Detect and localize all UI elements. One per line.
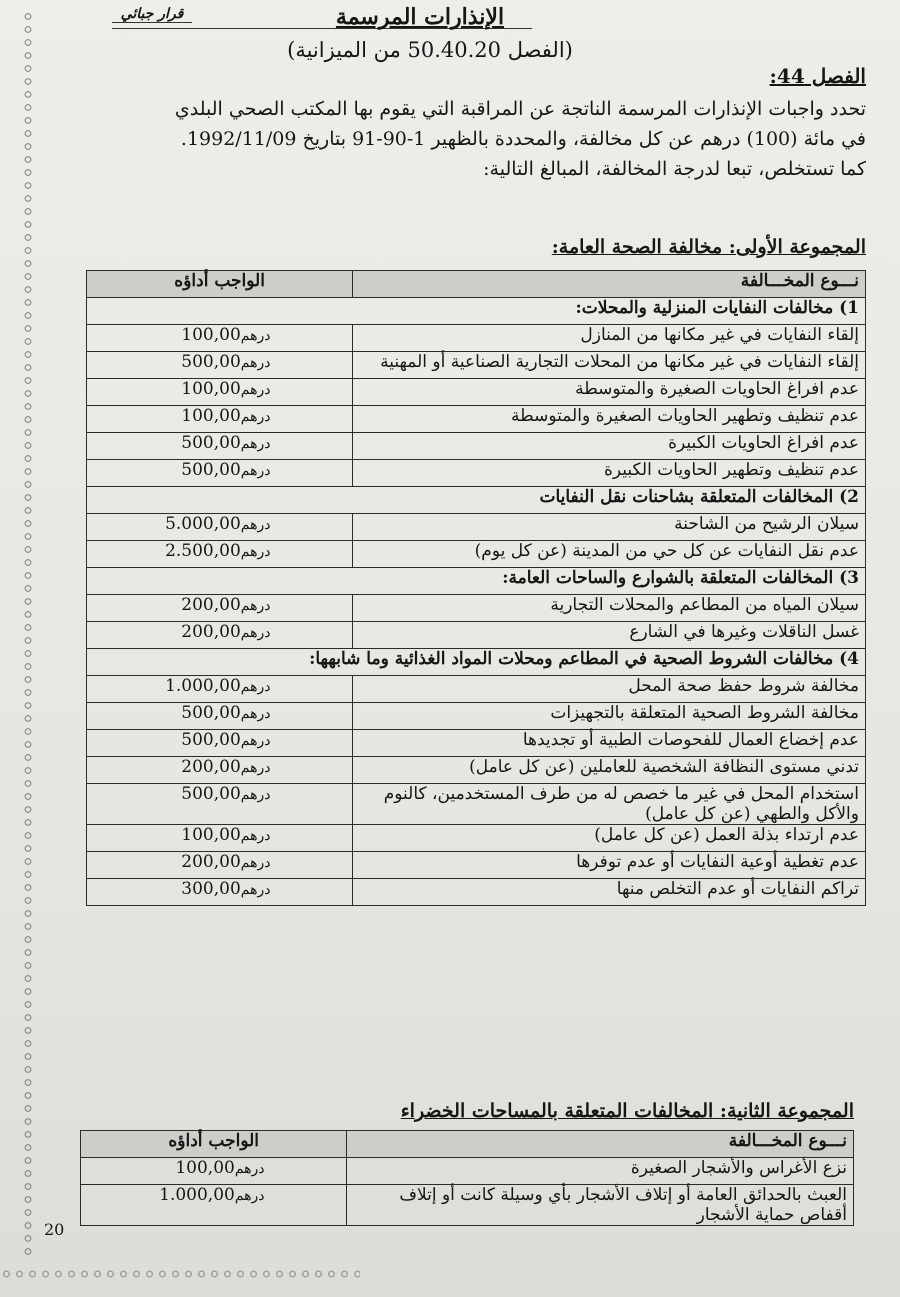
section-heading: 1) مخالفات النفايات المنزلية والمحلات: (87, 298, 866, 325)
fine-amount: 200,00 (181, 622, 241, 642)
fine-currency: درهم (240, 760, 271, 776)
chapter-intro (66, 94, 866, 184)
fine-amount: 500,00 (181, 730, 241, 750)
table-row (87, 514, 866, 541)
fine-currency: درهم (234, 1188, 265, 1204)
violation-type-cell: نزع الأغراس والأشجار الصغيرة (347, 1158, 854, 1185)
table-row (87, 730, 866, 757)
fine-amount: 100,00 (181, 379, 241, 399)
fine-currency: درهم (240, 436, 271, 452)
fine-cell (87, 730, 353, 757)
table-row (87, 622, 866, 649)
fine-currency: درهم (240, 355, 271, 371)
fine-amount: 1.000,00 (159, 1185, 235, 1205)
table-row (87, 703, 866, 730)
table-row (87, 595, 866, 622)
binding-holes (24, 10, 32, 1260)
violation-type-cell: عدم نقل النفايات عن كل حي من المدينة (عن كل يوم) (353, 541, 866, 568)
violation-type-cell: عدم تنظيف وتطهير الحاويات الصغيرة والمتوسطة (353, 406, 866, 433)
violation-type-cell: تدني مستوى النظافة الشخصية للعاملين (عن كل عامل) (353, 757, 866, 784)
table-row (87, 352, 866, 379)
fine-amount: 5.000,00 (165, 514, 241, 534)
fine-cell (87, 825, 353, 852)
table-row (81, 1185, 854, 1226)
fine-currency: درهم (240, 679, 271, 695)
header-tag: قرار جبائي (112, 6, 192, 23)
fine-cell (87, 784, 353, 825)
fine-currency: درهم (240, 598, 271, 614)
fine-currency: درهم (240, 625, 271, 641)
section-heading: 3) المخالفات المتعلقة بالشوارع والساحات العامة: (87, 568, 866, 595)
fine-cell (87, 676, 353, 703)
fine-currency: درهم (240, 544, 271, 560)
fine-cell (87, 406, 353, 433)
fine-amount: 500,00 (181, 352, 241, 372)
table-row (87, 825, 866, 852)
fine-amount: 1.000,00 (165, 676, 241, 696)
fine-cell (87, 757, 353, 784)
fine-amount: 2.500,00 (165, 541, 241, 561)
fine-currency: درهم (240, 787, 271, 803)
fine-amount: 500,00 (181, 433, 241, 453)
fine-amount: 500,00 (181, 703, 241, 723)
section-row (87, 298, 866, 325)
violation-type-cell: عدم افراغ الحاويات الكبيرة (353, 433, 866, 460)
fine-currency: درهم (240, 517, 271, 533)
fine-amount: 100,00 (175, 1158, 235, 1178)
fine-currency: درهم (240, 855, 271, 871)
violation-type-cell: العبث بالحدائق العامة أو إتلاف الأشجار بأي وسيلة كانت أو إتلاف أقفاص حماية الأشجار (347, 1185, 854, 1226)
fine-currency: درهم (240, 733, 271, 749)
fine-amount: 300,00 (181, 879, 241, 899)
fine-cell (87, 879, 353, 906)
fine-currency: درهم (240, 409, 271, 425)
intro-line-3: كما تستخلص، تبعا لدرجة المخالفة، المبالغ التالية: (483, 158, 866, 180)
fine-currency: درهم (240, 706, 271, 722)
column-header-type: نـــوع المخـــالفة (347, 1131, 854, 1158)
group2-title: المجموعة الثانية: المخالفات المتعلقة بالمساحات الخضراء (400, 1100, 854, 1122)
section-row (87, 649, 866, 676)
violation-type-cell: عدم ارتداء بذلة العمل (عن كل عامل) (353, 825, 866, 852)
fine-cell (81, 1158, 347, 1185)
fine-currency: درهم (234, 1161, 265, 1177)
intro-line-2: في مائة (100) درهم عن كل مخالفة، والمحددة بالظهير 1-90-91 بتاريخ 1992/11/09. (180, 128, 866, 150)
fine-cell (87, 541, 353, 568)
chapter-label: الفصل 44: (769, 64, 866, 88)
fine-cell (87, 352, 353, 379)
fine-amount: 200,00 (181, 595, 241, 615)
table-row (87, 460, 866, 487)
fine-amount: 100,00 (181, 825, 241, 845)
table-row (81, 1158, 854, 1185)
violation-type-cell: سيلان المياه من المطاعم والمحلات التجارية (353, 595, 866, 622)
fine-amount: 200,00 (181, 852, 241, 872)
column-header-fine: الواجب أداؤه (81, 1131, 347, 1158)
fine-cell (87, 622, 353, 649)
page-number: 20 (44, 1220, 65, 1239)
fine-amount: 200,00 (181, 757, 241, 777)
table-row (87, 784, 866, 825)
violation-type-cell: إلقاء النفايات في غير مكانها من المحلات التجارية الصناعية أو المهنية (353, 352, 866, 379)
fine-currency: درهم (240, 882, 271, 898)
fine-cell (87, 703, 353, 730)
page-subtitle: (الفصل 50.40.20 من الميزانية) (287, 38, 573, 62)
violation-type-cell: عدم إخضاع العمال للفحوصات الطبية أو تجديدها (353, 730, 866, 757)
binding-holes-bottom (0, 1270, 360, 1278)
fine-currency: درهم (240, 828, 271, 844)
violation-type-cell: تراكم النفايات أو عدم التخلص منها (353, 879, 866, 906)
group1-title: المجموعة الأولى: مخالفة الصحة العامة: (551, 236, 866, 258)
table-row (87, 852, 866, 879)
violation-type-cell: مخالفة شروط حفظ صحة المحل (353, 676, 866, 703)
violation-type-cell: عدم افراغ الحاويات الصغيرة والمتوسطة (353, 379, 866, 406)
violation-type-cell: إلقاء النفايات في غير مكانها من المنازل (353, 325, 866, 352)
fines-table-group2 (80, 1130, 854, 1226)
fine-amount: 100,00 (181, 325, 241, 345)
fine-currency: درهم (240, 382, 271, 398)
fine-cell (87, 852, 353, 879)
fine-amount: 500,00 (181, 460, 241, 480)
fine-amount: 500,00 (181, 784, 241, 804)
fine-cell (87, 433, 353, 460)
fine-cell (81, 1185, 347, 1226)
section-heading: 4) مخالفات الشروط الصحية في المطاعم ومحلات المواد الغذائية وما شابهها: (87, 649, 866, 676)
violation-type-cell: عدم تغطية أوعية النفايات أو عدم توفرها (353, 852, 866, 879)
violation-type-cell: سيلان الرشيح من الشاحنة (353, 514, 866, 541)
section-heading: 2) المخالفات المتعلقة بشاحنات نقل النفايات (87, 487, 866, 514)
fines-table-group1 (86, 270, 866, 906)
table-row (87, 757, 866, 784)
fine-cell (87, 460, 353, 487)
fine-cell (87, 379, 353, 406)
violation-type-cell: عدم تنظيف وتطهير الحاويات الكبيرة (353, 460, 866, 487)
section-row (87, 487, 866, 514)
table-row (87, 879, 866, 906)
table-row (87, 541, 866, 568)
violation-type-cell: غسل الناقلات وغيرها في الشارع (353, 622, 866, 649)
fine-cell (87, 595, 353, 622)
table-row (87, 676, 866, 703)
intro-line-1: تحدد واجبات الإنذارات المرسمة الناتجة عن المراقبة التي يقوم بها المكتب الصحي البلدي (174, 98, 866, 120)
fine-currency: درهم (240, 328, 271, 344)
page-title: الإنذارات المرسمة (335, 4, 505, 30)
table-row (87, 325, 866, 352)
fine-cell (87, 325, 353, 352)
section-row (87, 568, 866, 595)
fine-amount: 100,00 (181, 406, 241, 426)
table-row (87, 379, 866, 406)
violation-type-cell: استخدام المحل في غير ما خصص له من طرف المستخدمين، كالنوم والأكل والطهي (عن كل عامل) (353, 784, 866, 825)
table-row (87, 433, 866, 460)
fine-cell (87, 514, 353, 541)
fine-currency: درهم (240, 463, 271, 479)
violation-type-cell: مخالفة الشروط الصحية المتعلقة بالتجهيزات (353, 703, 866, 730)
table-row (87, 406, 866, 433)
column-header-fine: الواجب أداؤه (87, 271, 353, 298)
column-header-type: نـــوع المخـــالفة (353, 271, 866, 298)
